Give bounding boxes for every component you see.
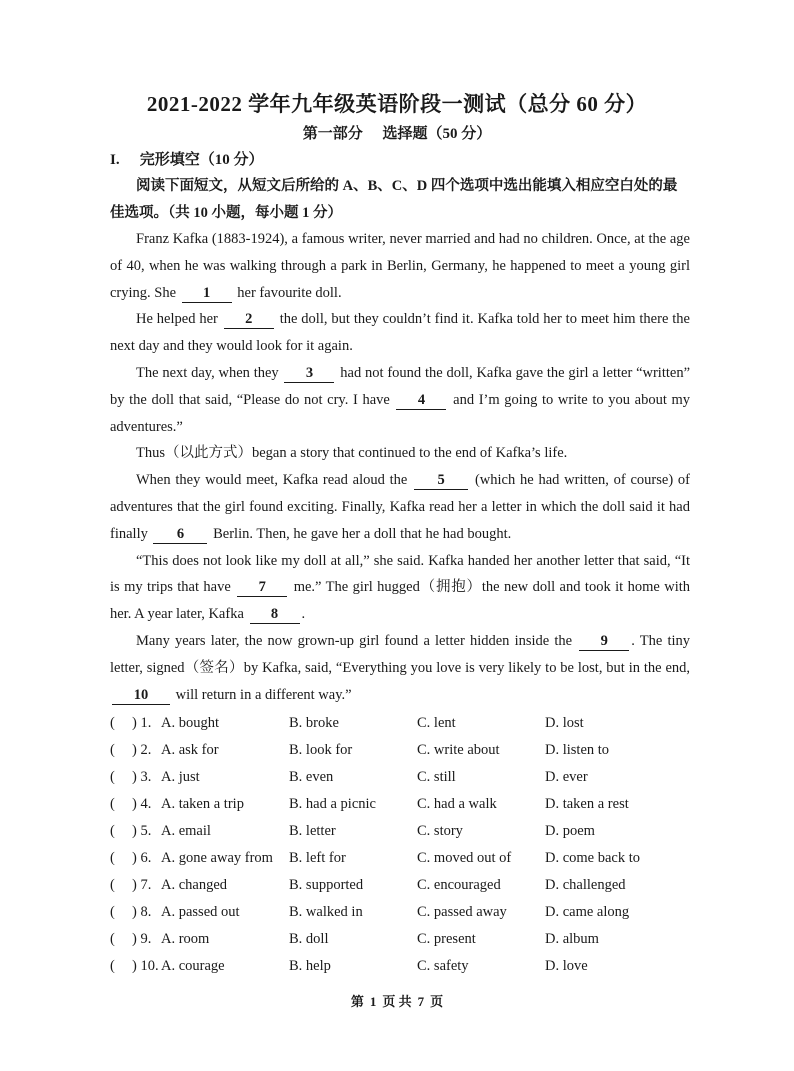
option-d: D. listen to [545, 742, 610, 758]
passage-paragraph [110, 467, 690, 547]
passage-paragraph [110, 360, 690, 440]
question-number: ) 10. [132, 958, 159, 974]
section-name: 完形填空（10 分） [139, 152, 264, 168]
footer-mid: 页 共 [382, 994, 412, 1009]
option-b: B. help [289, 958, 331, 974]
option-b: B. had a picnic [289, 796, 376, 812]
question-row [110, 899, 690, 926]
page-number: 1 [369, 994, 377, 1009]
passage-text: The next day, when they [136, 364, 279, 381]
passage-text: Thus（以此方式）began a story that continued to the end of Kafka’s life. [136, 445, 568, 462]
blank-10: 10 [112, 686, 170, 705]
question-options [110, 710, 690, 980]
option-d: D. album [545, 931, 599, 947]
part-label: 第一部分 [302, 126, 363, 142]
option-b: B. even [289, 769, 334, 785]
option-c: C. safety [417, 958, 469, 974]
option-d: D. love [545, 958, 588, 974]
answer-paren: ( [110, 742, 115, 758]
passage-text: had not found the doll, Kafka gave the girl a letter “written” by the doll that said, “Please do not cry. I have [110, 364, 691, 408]
option-c: C. still [417, 769, 456, 785]
option-a: A. courage [161, 958, 225, 974]
blank-3: 3 [284, 364, 334, 383]
passage-text: . [301, 606, 306, 623]
option-c: C. moved out of [417, 850, 512, 866]
passage-paragraph [110, 306, 690, 360]
option-a: A. ask for [161, 742, 219, 758]
passage-text: . The tiny letter, signed（签名）by Kafka, said, “Everything you love is very likely to be lost, but in the end, [110, 632, 690, 676]
option-b: B. broke [289, 715, 339, 731]
passage-text: He helped her [136, 311, 218, 328]
question-number: ) 3. [132, 769, 152, 785]
option-a: A. just [161, 769, 200, 785]
option-b: B. left for [289, 850, 346, 866]
option-b: B. doll [289, 931, 329, 947]
question-row [110, 872, 690, 899]
blank-4: 4 [396, 391, 446, 410]
question-row [110, 764, 690, 791]
section-heading [110, 148, 264, 169]
option-c: C. lent [417, 715, 456, 731]
exam-title: 2021-2022 学年九年级英语阶段一测试（总分 60 分） [146, 92, 648, 116]
option-c: C. write about [417, 742, 500, 758]
passage-text: “This does not look like my doll at all,” she said. Kafka handed her another letter that said, “It is my trips that have [110, 552, 690, 596]
question-number: ) 8. [132, 904, 152, 920]
answer-paren: ( [110, 958, 115, 974]
blank-9: 9 [579, 632, 629, 651]
question-number: ) 9. [132, 931, 152, 947]
option-d: D. ever [545, 769, 588, 785]
option-c: C. encouraged [417, 877, 501, 893]
option-d: D. taken a rest [545, 796, 629, 812]
answer-paren: ( [110, 904, 115, 920]
passage-text: Berlin. Then, he gave her a doll that he had bought. [213, 525, 512, 542]
answer-paren: ( [110, 931, 115, 947]
option-c: C. had a walk [417, 796, 497, 812]
passage-text: the doll, but they couldn’t find it. Kafka told her to meet him there the next day and they would look for it again. [110, 311, 690, 355]
question-number: ) 4. [132, 796, 152, 812]
option-a: A. bought [161, 715, 219, 731]
passage-text: (which he had written, of course) of adventures that the girl found exciting. Finally, Kafka read her a letter in which the doll said it had finally [110, 472, 690, 542]
blank-7: 7 [237, 578, 287, 597]
answer-paren: ( [110, 715, 115, 731]
question-number: ) 5. [132, 823, 152, 839]
part-heading [0, 122, 794, 143]
question-row [110, 791, 690, 818]
option-d: D. poem [545, 823, 595, 839]
passage-text: me.” The girl hugged（拥抱）the new doll and took it home with her. A year later, Kafka [110, 579, 691, 623]
passage-text: When they would meet, Kafka read aloud the [136, 472, 408, 489]
option-a: A. passed out [161, 904, 240, 920]
option-c: C. present [417, 931, 476, 947]
page-total: 7 [417, 994, 425, 1009]
option-d: D. lost [545, 715, 584, 731]
blank-8: 8 [250, 605, 300, 624]
question-number: ) 1. [132, 715, 152, 731]
option-b: B. walked in [289, 904, 363, 920]
page-footer [0, 991, 794, 1010]
question-row [110, 818, 690, 845]
option-d: D. come back to [545, 850, 641, 866]
option-c: C. passed away [417, 904, 507, 920]
blank-6: 6 [153, 525, 207, 544]
footer-prefix: 第 [350, 994, 364, 1009]
blank-5: 5 [414, 471, 468, 490]
question-number: ) 6. [132, 850, 152, 866]
option-a: A. gone away from [161, 850, 273, 866]
question-row [110, 953, 690, 980]
part-name: 选择题（50 分） [382, 126, 492, 142]
question-number: ) 7. [132, 877, 152, 893]
question-number: ) 2. [132, 742, 152, 758]
option-b: B. supported [289, 877, 364, 893]
passage-text: Many years later, the now grown-up girl found a letter hidden inside the [136, 632, 573, 649]
option-d: D. challenged [545, 877, 626, 893]
option-a: A. email [161, 823, 211, 839]
option-b: B. look for [289, 742, 353, 758]
passage-paragraph [110, 226, 690, 306]
question-row [110, 737, 690, 764]
blank-1: 1 [182, 284, 232, 303]
answer-paren: ( [110, 877, 115, 893]
option-a: A. room [161, 931, 210, 947]
passage-paragraph [110, 628, 690, 708]
section-number: I. [110, 152, 120, 168]
option-d: D. came along [545, 904, 630, 920]
cloze-passage [110, 226, 690, 708]
blank-2: 2 [224, 310, 274, 329]
question-row [110, 926, 690, 953]
passage-text: Franz Kafka (1883-1924), a famous writer, never married and had no children. Once, at the age of 40, when he was walking through a park in Berlin, Germany, he happened to meet a young girl crying. She [110, 231, 690, 301]
answer-paren: ( [110, 769, 115, 785]
passage-text: will return in a different way.” [175, 686, 352, 703]
answer-paren: ( [110, 796, 115, 812]
passage-text: and I’m going to write to you about my adventures.” [110, 391, 691, 435]
answer-paren: ( [110, 850, 115, 866]
passage-paragraph [110, 440, 690, 467]
instructions: 阅读下面短文，从短文后所给的 A、B、C、D 四个选项中选出能填入相应空白处的最佳选项。（共 10 小题，每小题 1 分） [110, 178, 678, 221]
option-a: A. changed [161, 877, 228, 893]
option-a: A. taken a trip [161, 796, 244, 812]
answer-paren: ( [110, 823, 115, 839]
question-row [110, 710, 690, 737]
option-c: C. story [417, 823, 463, 839]
option-b: B. letter [289, 823, 336, 839]
footer-suffix: 页 [430, 994, 444, 1009]
passage-paragraph [110, 548, 690, 628]
passage-text: her favourite doll. [237, 284, 342, 301]
question-row [110, 845, 690, 872]
